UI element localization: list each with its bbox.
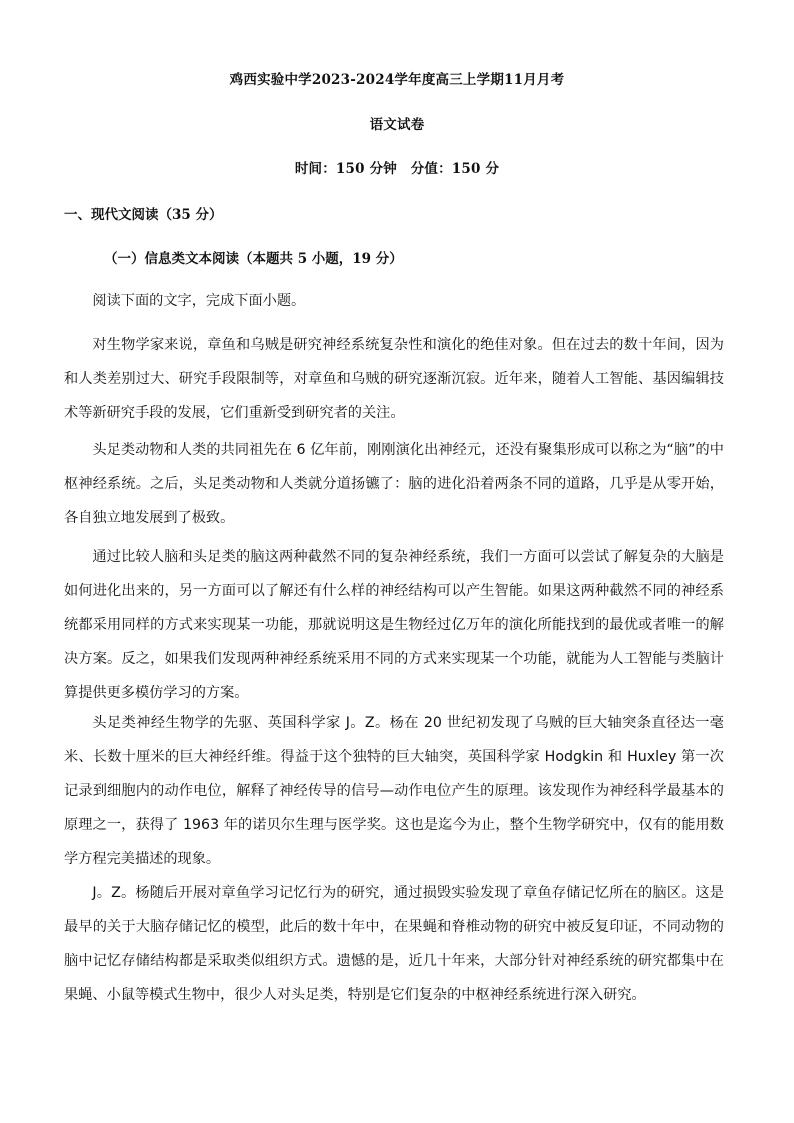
exam-title: 鸡西实验中学2023-2024学年度高三上学期11月月考 — [229, 72, 565, 88]
section-heading: 一、现代文阅读（35 分） — [64, 207, 223, 223]
paragraph-3: 通过比较人脑和头足类的脑这两种截然不同的复杂神经系统，我们一方面可以尝试了解复杂的大脑是如何进化出来的，另一方面可以了解还有什么样的神经结构可以产生智能。如果这两种截然不同的神经系统都采用同样的方式来实现某一功能，那就说明这是生物经过亿万年的演化所能找到的最优或者唯一的解决方案。反之，如果我们发现两种神经系统采用不同的方式来实现某一个功能，就能为人工智能与类脑计算提供更多模仿学习的方案。 — [64, 549, 724, 701]
paragraph-4: 头足类神经生物学的先驱、英国科学家 J。Z。杨在 20 世纪初发现了乌贼的巨大轴突条直径达一毫米、长数十厘米的巨大神经纤维。得益于这个独特的巨大轴突，英国科学家 Hodgkin 和 Huxley 第一次记录到细胞内的动作电位，解释了神经传导的信号—动作电位产生的原理。该发现作为神经科学最基本的原理之一，获得了 1963 年的诺贝尔生理与医学奖。这也是迄今为止，整个生物学研究中，仅有的能用数学方程完美描述的现象。 — [64, 715, 724, 867]
paragraph-1: 对生物学家来说，章鱼和乌贼是研究神经系统复杂性和演化的绝佳对象。但在过去的数十年间，因为和人类差别过大、研究手段限制等，对章鱼和乌贼的研究逐渐沉寂。近年来，随着人工智能、基因编辑技术等新研究手段的发展，它们重新受到研究者的关注。 — [64, 337, 724, 421]
reading-instruction: 阅读下面的文字，完成下面小题。 — [92, 293, 306, 309]
subsection-heading: （一）信息类文本阅读（本题共 5 小题，19 分） — [104, 251, 403, 267]
paragraph-2: 头足类动物和人类的共同祖先在 6 亿年前，刚刚演化出神经元，还没有聚集形成可以称之为“脑”的中枢神经系统。之后，头足类动物和人类就分道扬镳了：脑的进化沿着两条不同的道路，几乎是从零开始，各自独立地发展到了极致。 — [64, 442, 724, 526]
time-score-line: 时间：150 分钟 分值：150 分 — [294, 161, 500, 177]
subject-title: 语文试卷 — [369, 117, 425, 133]
paragraph-5: J。Z。杨随后开展对章鱼学习记忆行为的研究，通过损毁实验发现了章鱼存储记忆所在的脑区。这是最早的关于大脑存储记忆的模型，此后的数十年中，在果蝇和脊椎动物的研究中被反复印证，不同动物的脑中记忆存储结构都是采取类似组织方式。遗憾的是，近几十年来，大部分针对神经系统的研究都集中在果蝇、小鼠等模式生物中，很少人对头足类，特别是它们复杂的中枢神经系统进行深入研究。 — [64, 885, 724, 1003]
